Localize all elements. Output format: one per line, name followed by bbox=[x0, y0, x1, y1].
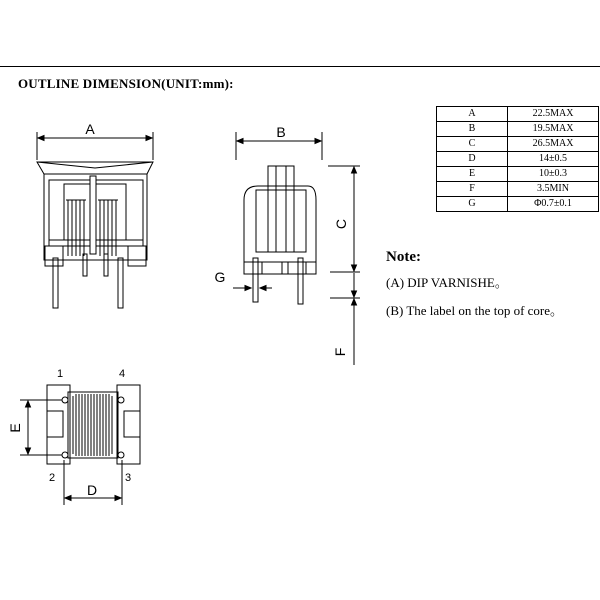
note-b: (B) The label on the top of core。 bbox=[386, 303, 564, 318]
table-row: E 10±0.3 bbox=[437, 167, 599, 182]
side-view bbox=[233, 132, 360, 365]
note-a: (A) DIP VARNISHE。 bbox=[386, 275, 508, 290]
table-row: B 19.5MAX bbox=[437, 122, 599, 137]
label-e: E bbox=[7, 423, 23, 433]
table-row: G Φ0.7±0.1 bbox=[437, 197, 599, 212]
pin-1-label: 1 bbox=[56, 368, 64, 380]
table-row: F 3.5MIN bbox=[437, 182, 599, 197]
page-title: OUTLINE DIMENSION(UNIT:mm): bbox=[18, 76, 234, 91]
front-view bbox=[37, 132, 153, 308]
bottom-view bbox=[20, 385, 140, 505]
label-g: G bbox=[214, 269, 226, 285]
label-c: C bbox=[333, 218, 349, 230]
dimension-table bbox=[436, 106, 599, 212]
pin-2-label: 2 bbox=[48, 472, 56, 484]
label-a: A bbox=[85, 121, 95, 137]
label-f: F bbox=[332, 347, 348, 357]
table-row: D 14±0.5 bbox=[437, 152, 599, 167]
table-row: C 26.5MAX bbox=[437, 137, 599, 152]
table-row: A 22.5MAX bbox=[437, 107, 599, 122]
pin-4-label: 4 bbox=[118, 368, 126, 380]
bottom-winding bbox=[73, 394, 112, 456]
front-winding-left bbox=[66, 200, 86, 256]
note-title: Note: bbox=[386, 249, 421, 265]
label-b: B bbox=[276, 124, 286, 140]
label-d: D bbox=[86, 482, 98, 498]
pin-3-label: 3 bbox=[124, 472, 132, 484]
front-winding-right bbox=[98, 200, 118, 256]
